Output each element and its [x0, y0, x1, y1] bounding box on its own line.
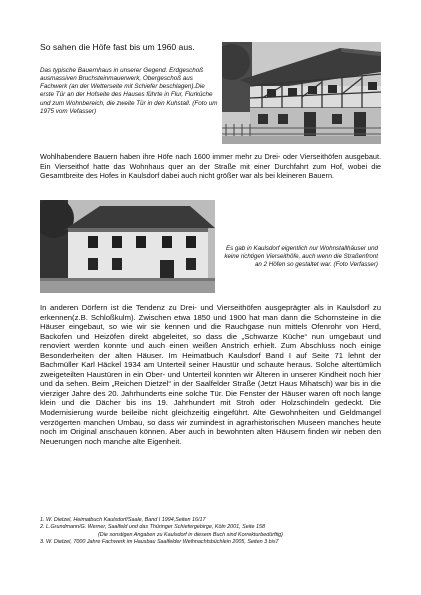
page-heading: So sahen die Höfe fast bis um 1960 aus. [40, 42, 195, 52]
footnote-3: 3. W. Dietzel, 7000 Jahre Fachwerk im Hausbau Saalfelder Weihnachtsbüchlein 2005, Seiten 3 bis7 [40, 538, 279, 545]
paragraph-1: Wohlhabendere Bauern haben ihre Höfe nach 1600 immer mehr zu Drei- oder Vierseithöfen ausgebaut. Ein Vierseithof hatte das Wohnhaus quer an der Straße mit einer Durchfahrt zum Hof, wobei die Gesamtbreite des Hofes in Kaulsdorf dabei auch nicht größer war als bei kleineren Bauern. [40, 152, 381, 181]
photo-house-front [40, 200, 215, 293]
photo-caption-right: Es gab in Kaulsdorf eigentlich nur Wohnstallhäuser und keine richtigen Vierseithöfe, auch wenn die Straßenfront an 2 Höfen so gestaltet war. (Foto Verfasser) [224, 245, 378, 269]
footnote-2: 2. L.Grundmann/G. Werner, Saalfeld und das Thüringer Schiefergebirge, Köln 2001, Seite 158 [40, 524, 265, 531]
footnotes [40, 517, 385, 546]
photo-caption-top: Das typische Bauernhaus in unserer Gegend. Erdgeschoß ausmassiven Bruchsteinmauerwerk, Obergeschoß aus Fachwerk (an der Wetterseite mit Schiefer beschlagen).Die erste Tür an der Hofseite des Hauses führte in Flur, Flurküche und zum Wohnbereich, die zweite Tür in den Kuhstall. (Foto um 1975 vom Vefasser) [40, 67, 218, 115]
footnote-1: 1. W. Dietzel, Heimatbuch Kaulsdorf/Saale, Band I 1994,Seiten 16/17 [40, 517, 206, 523]
footnote-2-note: (Die sonstigen Angaben zu Kaulsdorf in diesem Buch sind Korrekturbedürftig) [98, 531, 283, 538]
paragraph-2: In anderen Dörfern ist die Tendenz zu Drei- und Vierseithöfen ausgeprägter als in Kaulsdorf zu erkennen(z.B. Schloßkulm). Zwischen etwa 1850 und 1900 hat man dann die Schornsteine in die Häuser eingebaut, so wie wir sie kennen und die Rauchgase nun mittels Ofenrohr von Herd, Backofen und Heizöfen direkt abgeleitet, so dass die „Schwarze Küche“ nun umgebaut und renoviert werden konnte und auch einen weißen Anstrich erhielt. Zum Abschluss noch einige Besonderheiten der alten Häuser. Im Heimatbuch Kaulsdorf Band I auf Seite 71 lehnt der Bachmüller Karl Häckel 1934 am Unterteil seiner Haustür und schaute heraus. Solche altertümlich zweigeteilten Haustüren in ein Ober- und Unterteil konnten wir Älteren in unserer Kindheit noch hier und da sehen. Beim „Reichen Dietzel“ in der Saalfelder Straße (Jetzt Haus Mihatsch) war bis in die vierziger Jahre des 20. Jahrhunderts eine solche Tür. Die Fenster der Häuser waren oft noch lange klein und die Dächer bis ins 19. Jahrhundert mit Stroh oder Holzschindeln gedeckt. Die Modernisierung wurde beileibe nicht gleichzeitig eingeführt. Alte Gewohnheiten und Geldmangel verzögerten manchen Umbau, so dass wir zumindest in agrarhistorischen Museen manches heute noch im Original anschauen können. Aber auch in bewohnten alten Häusern finden wir neben den Neuerungen noch manche alte Eigenheit. [40, 303, 381, 446]
photo-farmhouse [222, 42, 381, 144]
